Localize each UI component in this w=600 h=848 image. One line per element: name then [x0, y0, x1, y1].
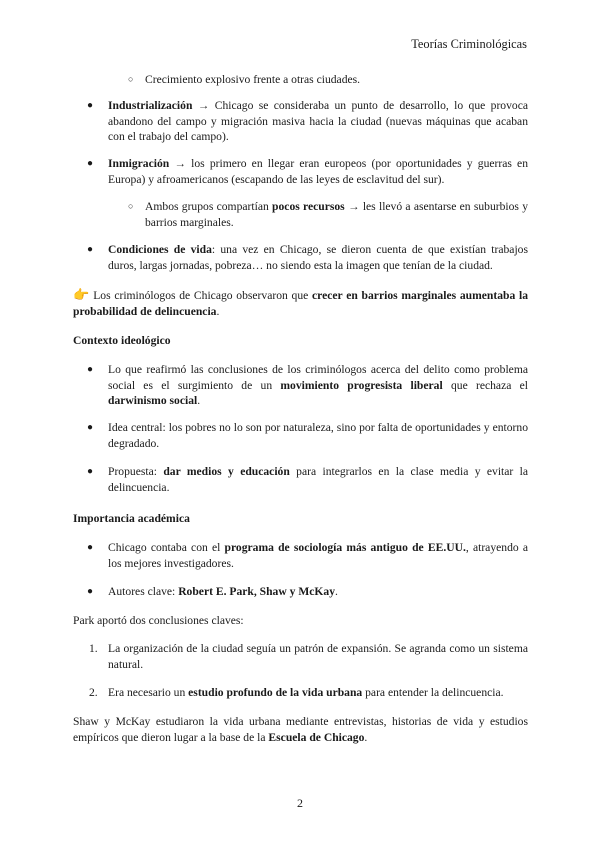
bullet-icon: ● [87, 542, 94, 553]
bullet-icon: ● [87, 364, 94, 375]
list-item-inmigracion: ● Inmigración → los primero en llegar eran europeos (por oportunidades y guerras en Europa) y afroamericanos (escapando de las leyes de esclavitud del sur). [87, 157, 528, 186]
page-number: 2 [297, 796, 303, 810]
numbered-item: 1. La organización de la ciudad seguía un patrón de expansión. Se agranda como un sistema natural. [89, 642, 528, 671]
sub-list-item: ○ Ambos grupos compartían pocos recursos → les llevó a asentarse en suburbios y barrios marginales. [128, 200, 528, 229]
numbered-item: 2. Era necesario un estudio profundo de la vida urbana para entender la delincuencia. [89, 686, 504, 699]
list-item: ● Idea central: los pobres no lo son por naturaleza, sino por falta de oportunidades y entorno degradado. [87, 421, 528, 450]
bullet-icon: ● [87, 422, 94, 433]
list-item-condiciones: ● Condiciones de vida: una vez en Chicago, se dieron cuenta de que existían trabajos duros, largas jornadas, pobreza… no siendo esta la imagen que tenían de la ciudad. [87, 243, 528, 272]
conclusion-paragraph: 👉 Los criminólogos de Chicago observaron que crecer en barrios marginales aumentaba la probabilidad de delincuencia. [73, 287, 528, 318]
shaw-mckay-paragraph: Shaw y McKay estudiaron la vida urbana mediante entrevistas, historias de vida y estudios empíricos que dieron lugar a la base de la Escuela de Chicago. [73, 715, 528, 744]
list-item: ● Autores clave: Robert E. Park, Shaw y McKay. [87, 585, 338, 598]
pointing-hand-icon: 👉 [73, 287, 90, 302]
hollow-bullet-icon: ○ [128, 201, 134, 211]
list-item: ● Propuesta: dar medios y educación para integrarlos en la clase media y evitar la delincuencia. [87, 465, 529, 494]
sub-list-item: ○ Crecimiento explosivo frente a otras ciudades. [128, 73, 361, 86]
bullet-icon: ● [87, 466, 94, 477]
park-intro: Park aportó dos conclusiones claves: [73, 614, 244, 627]
bullet-icon: ● [87, 158, 94, 169]
section-heading-importancia: Importancia académica [73, 512, 190, 525]
list-item: ● Chicago contaba con el programa de sociología más antiguo de EE.UU., atrayendo a los mejores investigadores. [87, 541, 528, 570]
running-header: Teorías Criminológicas [411, 37, 527, 51]
bullet-icon: ● [87, 100, 94, 111]
bullet-icon: ● [87, 244, 94, 255]
item-number: 1. [89, 642, 98, 655]
hollow-bullet-icon: ○ [128, 74, 134, 84]
list-item: ● Lo que reafirmó las conclusiones de los criminólogos acerca del delito como problema social es el surgimiento de un movimiento progresista liberal que rechaza el darwinismo social. [87, 363, 528, 407]
bullet-icon: ● [87, 586, 94, 597]
item-number: 2. [89, 686, 98, 699]
list-item-industrializacion: ● Industrialización → Chicago se consideraba un punto de desarrollo, lo que provoca abandono del campo y migración masiva hacia la ciudad (nuevas máquinas que acaban con el trabajo del campo). [87, 99, 528, 143]
section-heading-contexto: Contexto ideológico [73, 334, 171, 347]
